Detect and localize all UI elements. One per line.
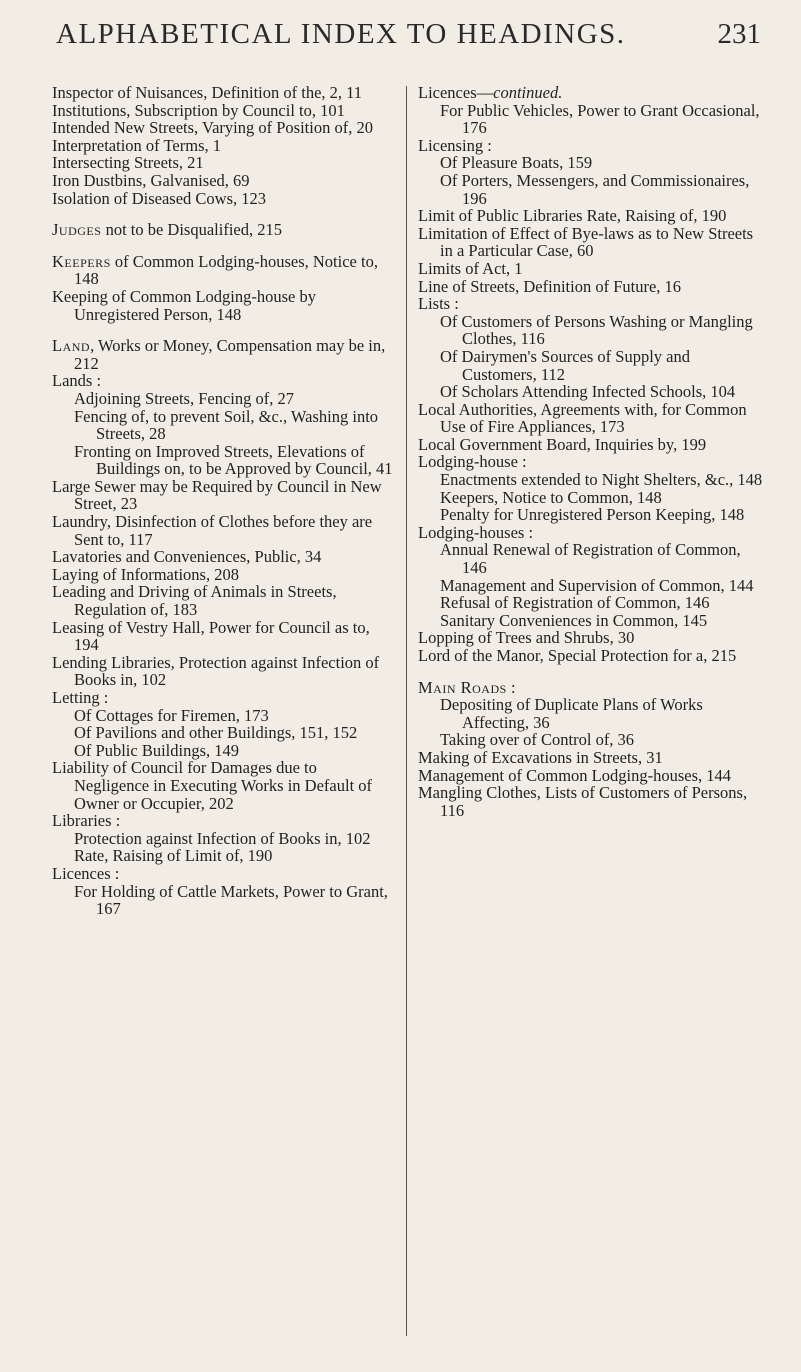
page-number: 231 — [717, 18, 761, 50]
index-subentry: Adjoining Streets, Fencing of, 27 — [74, 388, 294, 408]
index-entry: Lands : — [52, 371, 102, 391]
index-entry: Lavatories and Conveniences, Public, 34 — [52, 547, 322, 567]
index-subentry: For Public Vehicles, Power to Grant Occasional, 176 — [440, 100, 760, 138]
continued-label: continued. — [493, 83, 563, 102]
index-subentry: Of Scholars Attending Infected Schools, 104 — [440, 382, 736, 402]
index-entry: Limit of Public Libraries Rate, Raising of, 190 — [418, 206, 727, 226]
index-entry: Making of Excavations in Streets, 31 — [418, 747, 663, 767]
index-entry: Licences : — [52, 863, 120, 883]
page-header — [56, 18, 761, 58]
index-entry: Management of Common Lodging-houses, 144 — [418, 765, 732, 785]
index-entry: Letting : — [52, 688, 109, 707]
index-entry: Institutions, Subscription by Council to, 101 — [52, 100, 345, 120]
index-entry: Local Government Board, Inquiries by, 199 — [418, 434, 707, 454]
index-subentry: Fronting on Improved Streets, Elevations of Buildings on, to be Approved by Council, 41 — [74, 441, 393, 479]
column-divider — [406, 86, 407, 1336]
index-subentry: Of Porters, Messengers, and Commissionaires, 196 — [440, 170, 750, 208]
index-subentry: Enactments extended to Night Shelters, &c., 148 — [440, 470, 763, 490]
index-entry: Keeping of Common Lodging-house by Unregistered Person, 148 — [52, 286, 316, 324]
index-subentry: Management and Supervision of Common, 144 — [440, 575, 754, 595]
entry-text: Licences— — [418, 83, 494, 102]
index-entry: Laying of Informations, 208 — [52, 564, 239, 584]
entry-text: , Works or Money, Compensation may be in, 212 — [74, 336, 386, 373]
index-entry: Lending Libraries, Protection against Infection of Books in, 102 — [52, 652, 380, 690]
index-entry: Lord of the Manor, Special Protection for a, 215 — [418, 646, 737, 665]
index-entry: Lopping of Trees and Shrubs, 30 — [418, 628, 635, 648]
index-entry: Limitation of Effect of Bye-laws as to New Streets in a Particular Case, 60 — [418, 223, 754, 261]
index-subentry: Depositing of Duplicate Plans of Works Affecting, 36 — [440, 695, 703, 732]
index-entry: Libraries : — [52, 811, 121, 831]
index-entry: Lodging-house : — [418, 452, 527, 472]
index-subentry: Of Cottages for Firemen, 173 — [74, 705, 269, 725]
index-subentry: Of Public Buildings, 149 — [74, 740, 240, 760]
index-entry: Large Sewer may be Required by Council in New Street, 23 — [52, 476, 382, 514]
section-head-land: Land — [52, 336, 91, 356]
index-subentry: Of Pleasure Boats, 159 — [440, 153, 593, 173]
index-subentry: Sanitary Conveniences in Common, 145 — [440, 610, 708, 630]
right-column — [418, 84, 768, 819]
index-subentry: Protection against Infection of Books in, 102 — [74, 828, 371, 848]
index-subentry: For Holding of Cattle Markets, Power to Grant, 167 — [74, 881, 388, 919]
index-entry: Inspector of Nuisances, Definition of the, 2, 11 — [52, 83, 363, 102]
index-entry: Lodging-houses : — [418, 522, 534, 542]
entry-text: : — [506, 677, 516, 697]
index-subentry: Keepers, Notice to Common, 148 — [440, 487, 662, 507]
index-entry: Iron Dustbins, Galvanised, 69 — [52, 170, 250, 190]
entry-text: not to be Disqualified, 215 — [101, 220, 282, 240]
index-entry: Intersecting Streets, 21 — [52, 153, 204, 173]
entry-text: of Common Lodging-houses, Notice to, 148 — [74, 251, 378, 289]
index-entry — [52, 253, 396, 288]
index-entry — [418, 679, 768, 697]
index-entry: Limits of Act, 1 — [418, 258, 523, 278]
index-subentry: Rate, Raising of Limit of, 190 — [74, 846, 273, 866]
index-subentry: Fencing of, to prevent Soil, &c., Washing into Streets, 28 — [74, 406, 379, 444]
index-subentry: Of Pavilions and other Buildings, 151, 152 — [74, 723, 358, 743]
index-entry — [52, 221, 396, 239]
index-entry: Interpretation of Terms, 1 — [52, 135, 221, 155]
index-entry: Laundry, Disinfection of Clothes before they are Sent to, 117 — [52, 512, 373, 549]
index-entry: Mangling Clothes, Lists of Customers of Persons, 116 — [418, 783, 748, 820]
section-head-keepers: Keepers — [52, 251, 111, 271]
index-entry: Lists : — [418, 294, 459, 314]
index-subentry: Annual Renewal of Registration of Common, 146 — [440, 540, 741, 578]
index-entry: Licensing : — [418, 135, 492, 155]
section-head-judges: Judges — [52, 220, 102, 240]
index-entry: Intended New Streets, Varying of Position of, 20 — [52, 118, 373, 138]
page-title: ALPHABETICAL INDEX TO HEADINGS. — [56, 18, 626, 50]
index-subentry: Of Customers of Persons Washing or Mangling Clothes, 116 — [440, 311, 753, 349]
index-entry: Leading and Driving of Animals in Streets, Regulation of, 183 — [52, 582, 337, 620]
index-subentry: Of Dairymen's Sources of Supply and Customers, 112 — [440, 346, 690, 384]
index-entry: Leasing of Vestry Hall, Power for Council as to, 194 — [52, 617, 370, 655]
index-entry: Line of Streets, Definition of Future, 16 — [418, 276, 682, 296]
index-entry — [52, 337, 396, 372]
left-column — [52, 84, 396, 918]
index-entry: Isolation of Diseased Cows, 123 — [52, 188, 267, 208]
index-entry: Local Authorities, Agreements with, for Common Use of Fire Appliances, 173 — [418, 399, 747, 437]
index-subentry: Penalty for Unregistered Person Keeping, 148 — [440, 505, 745, 525]
index-subentry: Refusal of Registration of Common, 146 — [440, 593, 710, 613]
index-entry — [418, 84, 768, 102]
section-head-main-roads: Main Roads — [418, 677, 507, 697]
index-subentry: Taking over of Control of, 36 — [440, 730, 635, 750]
index-entry: Liability of Council for Damages due to Negligence in Executing Works in Default of Owner or Occupier, 202 — [52, 758, 373, 813]
